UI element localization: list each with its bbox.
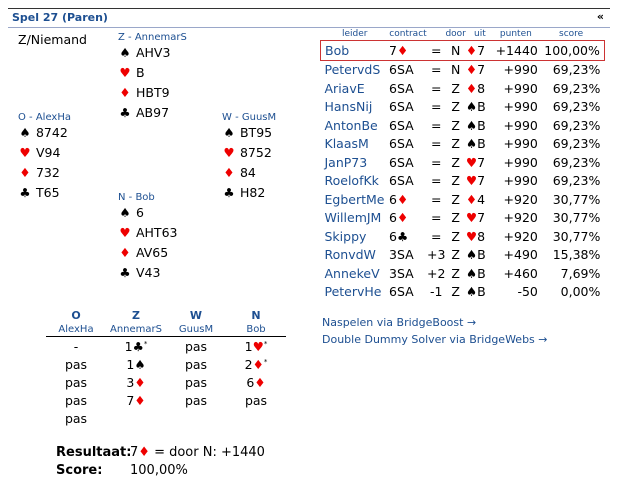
bid: pas (64, 410, 88, 426)
points: +990 (503, 99, 538, 115)
result-row[interactable] (321, 153, 605, 172)
spades-cards: 6 (135, 205, 144, 220)
opening-lead: ♠B (465, 117, 486, 133)
hand-left-label: O - AlexHa (18, 112, 71, 123)
club-icon: ♣ (119, 105, 131, 120)
bid: pas (184, 392, 208, 408)
result-tricks: -1 (429, 284, 443, 300)
result-tricks: = (430, 228, 442, 244)
points: +490 (503, 247, 538, 263)
score-label: Score: (56, 463, 103, 478)
result-tricks: = (430, 80, 442, 96)
bid: pas (244, 392, 268, 408)
links-section (322, 314, 548, 348)
contract: 6SA (389, 80, 414, 96)
result-value: 7♦ = door N: +1440 (130, 445, 265, 460)
spade-icon: ♠ (465, 99, 478, 115)
player-name[interactable]: AriavE (324, 80, 365, 96)
diamond-icon: ♦ (396, 191, 409, 207)
spade-icon: ♠ (465, 284, 478, 300)
spades-cards: AHV3 (135, 45, 171, 60)
player-name[interactable]: Skippy (324, 228, 367, 244)
declarer: Z (451, 228, 460, 244)
heart-icon: ♥ (465, 154, 478, 170)
collapse-icon[interactable]: « (596, 10, 604, 23)
score-value: 100,00% (130, 463, 188, 478)
declarer: Z (451, 284, 460, 300)
declarer: Z (451, 136, 460, 152)
bidding-row (46, 355, 286, 373)
bidding-player: AlexHa (46, 322, 106, 337)
result-summary (56, 444, 265, 480)
declarer: Z (451, 99, 460, 115)
result-row[interactable] (321, 283, 605, 302)
diamonds-cards: AV65 (135, 245, 169, 260)
bidding-row (46, 409, 286, 427)
heart-icon: ♥ (223, 145, 235, 160)
clubs-cards: H82 (239, 185, 266, 200)
score-percent: 69,23% (552, 154, 601, 170)
opening-lead: ♦8 (465, 80, 486, 96)
points: +990 (503, 173, 538, 189)
hand-left (18, 112, 71, 203)
diamond-icon: ♦ (134, 374, 146, 390)
result-row[interactable] (321, 41, 605, 61)
diamond-icon: ♦ (465, 80, 478, 96)
declarer: Z (451, 154, 460, 170)
points: +990 (503, 62, 538, 78)
opening-lead: ♥7 (465, 173, 486, 189)
score-percent: 69,23% (552, 117, 601, 133)
hand-top (118, 32, 187, 123)
heart-icon: ♥ (119, 65, 131, 80)
result-row[interactable] (321, 264, 605, 283)
results-table (320, 28, 605, 301)
spade-icon: ♠ (134, 356, 146, 372)
heart-icon: ♥ (465, 210, 478, 226)
score-percent: 100,00% (538, 41, 605, 61)
bid: pas (64, 392, 88, 408)
player-name[interactable]: AnnekeV (324, 265, 380, 281)
club-icon: ♣ (396, 228, 409, 244)
diamond-icon: ♦ (396, 210, 409, 226)
col-score: score (559, 29, 584, 39)
result-tricks: = (430, 210, 442, 226)
result-row[interactable] (321, 246, 605, 265)
bid: 7♦ (126, 392, 146, 408)
score-percent: 69,23% (552, 99, 601, 115)
heart-icon: ♥ (119, 225, 131, 240)
opening-lead: ♠B (465, 136, 486, 152)
hand-right-label: W - GuusM (222, 112, 277, 123)
diamond-icon: ♦ (465, 42, 478, 58)
player-name[interactable]: JanP73 (324, 154, 368, 170)
result-row[interactable] (321, 227, 605, 246)
bidding-row (46, 373, 286, 391)
result-tricks: = (427, 41, 445, 61)
result-tricks: +2 (427, 265, 446, 281)
result-tricks: = (430, 99, 442, 115)
clubs-cards: T65 (35, 185, 60, 200)
player-name[interactable]: AntonBe (324, 117, 378, 133)
bidding-player: AnnemarS (106, 322, 166, 337)
hearts-cards: V94 (35, 145, 61, 160)
dealer-vulnerability: Z/Niemand (18, 32, 87, 47)
contract: 6SA (389, 284, 414, 300)
result-row[interactable] (321, 98, 605, 117)
col-door: door (445, 29, 466, 39)
player-name[interactable]: PetervHe (324, 284, 382, 300)
result-row[interactable] (321, 135, 605, 154)
diamond-icon: ♦ (119, 245, 131, 260)
opening-lead: ♦7 (466, 41, 494, 61)
bidding-player: GuusM (166, 322, 226, 337)
club-icon: ♣ (119, 265, 131, 280)
score-percent: 0,00% (560, 284, 601, 300)
spade-icon: ♠ (465, 117, 478, 133)
points: +920 (503, 210, 538, 226)
bid: 1♥* (244, 338, 268, 354)
points: +990 (503, 136, 538, 152)
hand-top-label: Z - AnnemarS (118, 32, 187, 43)
hand-bottom-label: N - Bob (118, 192, 155, 203)
bid: 6♦ (246, 374, 266, 390)
score-percent: 30,77% (552, 191, 601, 207)
player-name[interactable]: HansNij (324, 99, 373, 115)
score-percent: 69,23% (552, 136, 601, 152)
board-header (8, 8, 610, 28)
spade-icon: ♠ (223, 125, 235, 140)
opening-lead: ♦7 (465, 62, 486, 78)
contract: 3SA (389, 247, 414, 263)
result-row[interactable] (321, 172, 605, 191)
heart-icon: ♥ (252, 338, 264, 354)
score-percent: 69,23% (552, 173, 601, 189)
bidding-direction: O (71, 308, 81, 322)
diamond-icon: ♦ (223, 165, 235, 180)
diamond-icon: ♦ (254, 374, 266, 390)
declarer: Z (451, 265, 460, 281)
points: +920 (503, 228, 538, 244)
diamond-icon: ♦ (134, 392, 146, 408)
diamonds-cards: 732 (35, 165, 60, 180)
club-icon: ♣ (132, 338, 144, 354)
declarer: Z (451, 80, 460, 96)
result-tricks: = (430, 173, 442, 189)
contract: 7♦ (389, 41, 427, 61)
diamond-icon: ♦ (252, 356, 264, 372)
declarer: Z (451, 210, 460, 226)
results-header-row (321, 28, 605, 41)
points: +920 (503, 191, 538, 207)
opening-lead: ♠B (465, 247, 486, 263)
col-contract: contract (389, 29, 427, 39)
contract: 3SA (389, 265, 414, 281)
declarer: Z (451, 117, 460, 133)
result-row[interactable] (321, 190, 605, 209)
opening-lead: ♥7 (465, 154, 486, 170)
bid: 3♦ (126, 374, 146, 390)
bidding-direction: N (251, 308, 261, 322)
points: +990 (503, 80, 538, 96)
hearts-cards: B (135, 65, 145, 80)
points: +1440 (494, 41, 538, 61)
score-percent: 69,23% (552, 80, 601, 96)
bidding-direction: W (189, 308, 203, 322)
spade-icon: ♠ (19, 125, 31, 140)
contract: 6♦ (389, 210, 409, 226)
result-tricks: = (430, 154, 442, 170)
bid (106, 409, 166, 427)
bridgeboost-link[interactable]: Naspelen via BridgeBoost → (322, 316, 477, 329)
board-title: Spel 27 (Paren) (12, 11, 108, 24)
diamond-icon: ♦ (465, 191, 478, 207)
score-percent: 69,23% (552, 62, 601, 78)
clubs-cards: AB97 (135, 105, 170, 120)
player-name[interactable]: Bob (321, 41, 390, 61)
bid (166, 409, 226, 427)
declarer: Z (451, 173, 460, 189)
club-icon: ♣ (19, 185, 31, 200)
diamond-icon: ♦ (396, 42, 409, 58)
declarer: N (445, 41, 465, 61)
bid: 1♣* (124, 338, 148, 354)
opening-lead: ♠B (465, 265, 486, 281)
bid: pas (64, 374, 88, 390)
result-tricks: = (430, 117, 442, 133)
score-percent: 7,69% (560, 265, 601, 281)
spade-icon: ♠ (465, 136, 478, 152)
declarer: N (450, 62, 461, 78)
points: +460 (503, 265, 538, 281)
bid: pas (184, 356, 208, 372)
result-label: Resultaat: (56, 445, 132, 460)
bidding-player: Bob (226, 322, 286, 337)
clubs-cards: V43 (135, 265, 161, 280)
club-icon: ♣ (223, 185, 235, 200)
spade-icon: ♠ (465, 247, 478, 263)
points: -50 (517, 284, 538, 300)
result-tricks: = (430, 136, 442, 152)
bid: 2♦* (244, 356, 268, 372)
bid: pas (64, 356, 88, 372)
contract: 6♣ (389, 228, 409, 244)
bidding-row (46, 391, 286, 409)
bidding-table (46, 308, 286, 427)
diamond-icon: ♦ (19, 165, 31, 180)
result-row[interactable] (321, 209, 605, 228)
diamond-icon: ♦ (465, 62, 478, 78)
result-row[interactable] (321, 116, 605, 135)
player-name[interactable]: PetervdS (324, 62, 381, 78)
hearts-cards: AHT63 (135, 225, 178, 240)
heart-icon: ♥ (465, 173, 478, 189)
heart-icon: ♥ (465, 228, 478, 244)
opening-lead: ♠B (465, 284, 486, 300)
spade-icon: ♠ (119, 45, 131, 60)
bidding-row (46, 337, 286, 356)
declarer: Z (451, 191, 460, 207)
hand-right (222, 112, 276, 203)
player-name[interactable]: WillemJM (324, 210, 382, 226)
diamond-icon: ♦ (119, 85, 131, 100)
score-percent: 30,77% (552, 228, 601, 244)
bid: pas (184, 338, 208, 354)
contract: 6♦ (389, 191, 409, 207)
bid: pas (184, 374, 208, 390)
result-tricks: +3 (427, 247, 446, 263)
diamonds-cards: HBT9 (135, 85, 170, 100)
points: +990 (503, 117, 538, 133)
bid (226, 409, 286, 427)
spades-cards: 8742 (35, 125, 68, 140)
hearts-cards: 8752 (239, 145, 272, 160)
bid: 1♠ (126, 356, 146, 372)
diamonds-cards: 84 (239, 165, 256, 180)
score-percent: 15,38% (552, 247, 601, 263)
contract: 6SA (389, 136, 414, 152)
player-name[interactable]: RoelofKk (324, 173, 379, 189)
col-leider: leider (342, 29, 368, 39)
player-name[interactable]: RonvdW (324, 247, 376, 263)
spades-cards: BT95 (239, 125, 273, 140)
col-uit: uit (474, 29, 486, 39)
contract: 6SA (389, 173, 414, 189)
contract: 6SA (389, 117, 414, 133)
opening-lead: ♥8 (465, 228, 486, 244)
player-name[interactable]: EgbertMe (324, 191, 385, 207)
opening-lead: ♠B (465, 99, 486, 115)
points: +990 (503, 154, 538, 170)
bid: - (73, 338, 79, 354)
contract: 6SA (389, 99, 414, 115)
result-row[interactable] (321, 79, 605, 98)
spade-icon: ♠ (119, 205, 131, 220)
spade-icon: ♠ (465, 265, 478, 281)
score-percent: 30,77% (552, 210, 601, 226)
result-tricks: = (430, 62, 442, 78)
hand-bottom (118, 192, 177, 283)
result-row[interactable] (321, 60, 605, 79)
declarer: Z (451, 247, 460, 263)
dds-link[interactable]: Double Dummy Solver via BridgeWebs → (322, 333, 548, 346)
contract: 6SA (389, 154, 414, 170)
opening-lead: ♦4 (465, 191, 486, 207)
heart-icon: ♥ (19, 145, 31, 160)
contract: 6SA (389, 62, 414, 78)
col-punten: punten (499, 29, 532, 39)
diamond-icon: ♦ (138, 445, 150, 460)
result-tricks: = (430, 191, 442, 207)
player-name[interactable]: KlaasM (324, 136, 369, 152)
bidding-direction: Z (132, 308, 140, 322)
opening-lead: ♥7 (465, 210, 486, 226)
